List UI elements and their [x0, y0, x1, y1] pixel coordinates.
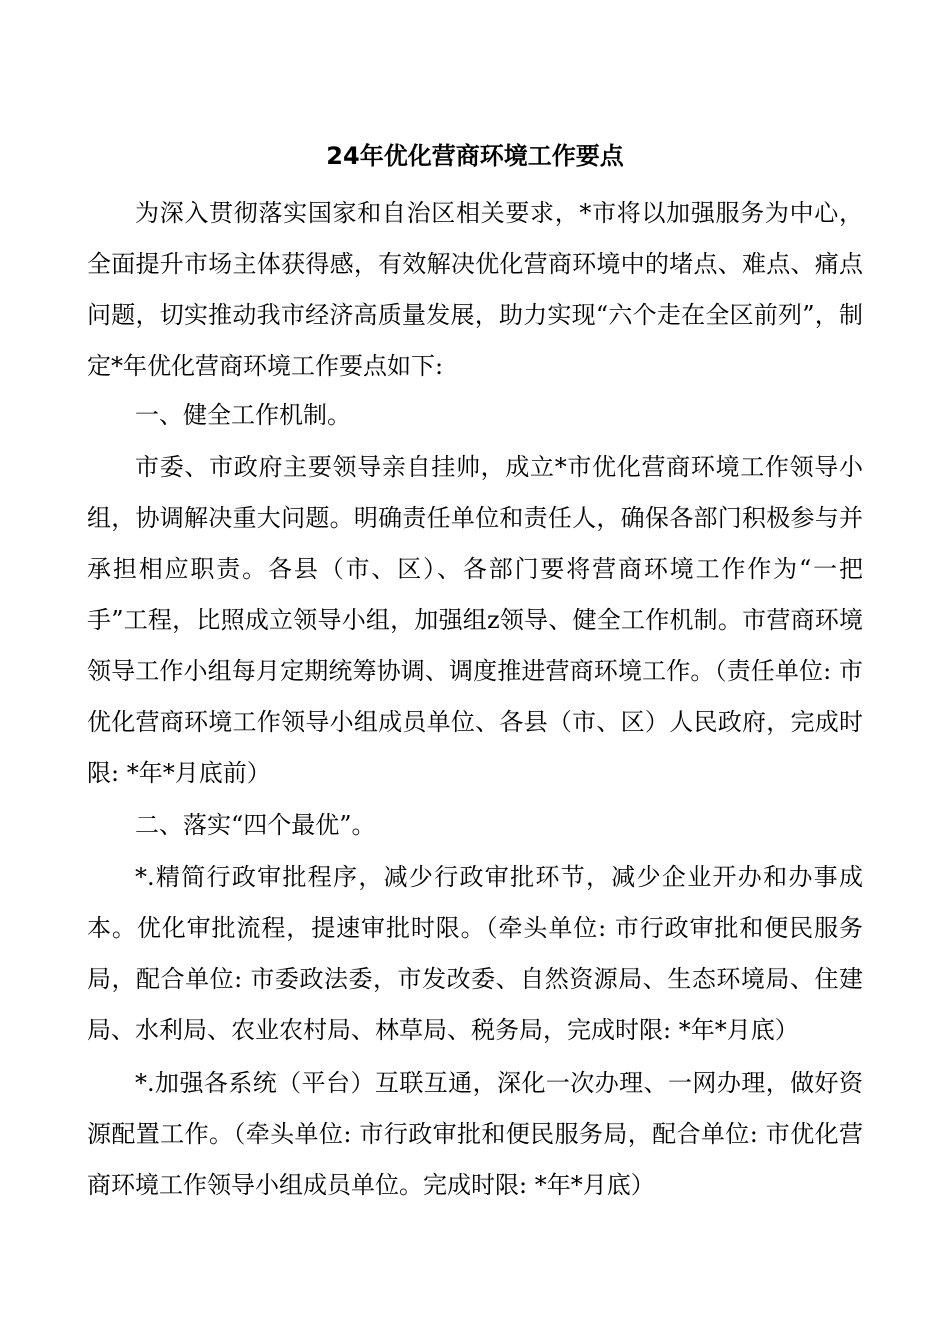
section-1-paragraph: 市委、市政府主要领导亲自挂帅，成立*市优化营商环境工作领导小组，协调解决重大问题。明确责任单位和责任人，确保各部门积极参与并承担相应职责。各县（市、区）、各部门要将营商环境工作作为“一把手”工程，比照成立领导小组，加强组z领导、健全工作机制。市营商环境领导工作小组每月定期统筹协调、调度推进营商环境工作。（责任单位: 市优化营商环境工作领导小组成员单位、各县（市、区）人民政府，完成时限: *年*月底前）	[87, 453, 863, 787]
section-heading-2: 二、落实“四个最优”。	[135, 811, 376, 839]
section-2-item-2: *.加强各系统（平台）互联互通，深化一次办理、一网办理，做好资源配置工作。（牵头单位: 市行政审批和便民服务局，配合单位: 市优化营商环境工作领导小组成员单位。完成时限: *年*月底）	[87, 1069, 863, 1199]
intro-paragraph: 为深入贯彻落实国家和自治区相关要求，*市将以加强服务为中心，全面提升市场主体获得感，有效解决优化营商环境中的堵点、难点、痛点问题，切实推动我市经济高质量发展，助力实现“六个走在全区前列”，制定*年优化营商环境工作要点如下:	[87, 199, 863, 380]
section-2-item-1: *.精简行政审批程序，减少行政审批环节，减少企业开办和办事成本。优化审批流程，提速审批时限。（牵头单位: 市行政审批和便民服务局，配合单位: 市委政法委，市发改委、自然资源局、生态环境局、住建局、水利局、农业农村局、林草局、税务局，完成时限: *年*月底）	[87, 863, 863, 1044]
document-title: 24年优化营商环境工作要点	[326, 142, 624, 170]
section-heading-1: 一、健全工作机制。	[135, 401, 351, 429]
